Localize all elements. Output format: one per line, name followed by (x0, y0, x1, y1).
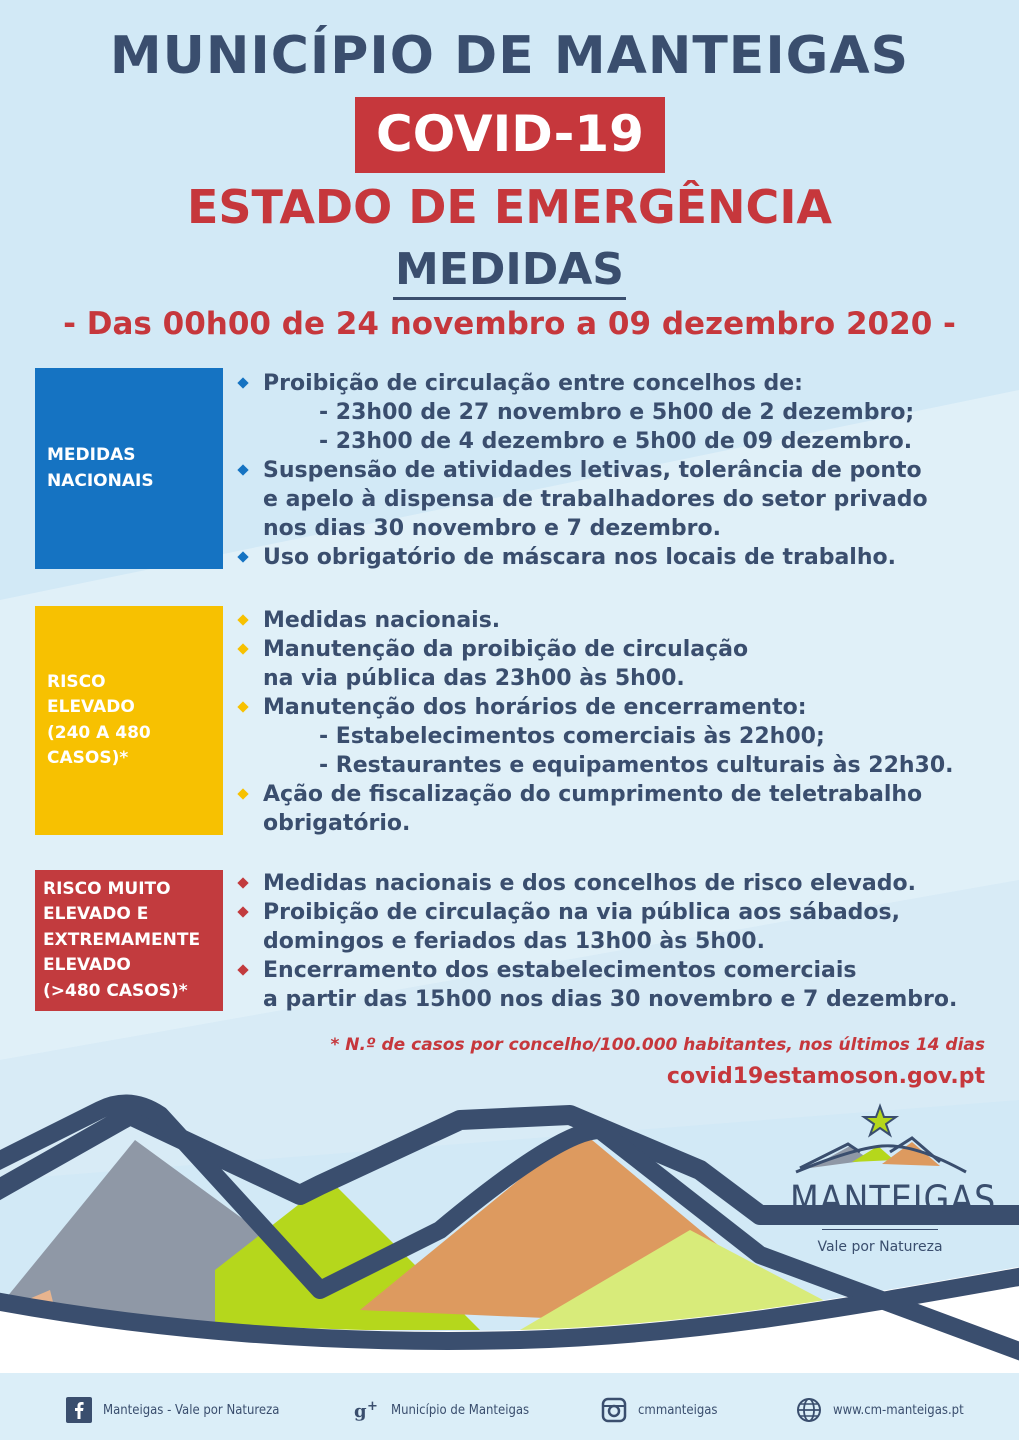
item-sub: - Estabelecimentos comerciais às 22h00; (319, 724, 825, 749)
googleplus-icon (353, 1396, 381, 1424)
item-line: nos dias 30 novembro e 7 dezembro. (263, 516, 721, 541)
list-item (237, 869, 1007, 898)
facebook-icon (65, 1396, 93, 1424)
diamond-bullet-icon (237, 464, 248, 475)
label-line: MEDIDAS (47, 445, 136, 465)
list-item (237, 606, 1007, 635)
instagram-label: cmmanteigas (638, 1402, 718, 1418)
diamond-bullet-icon (237, 788, 248, 799)
emergency-heading: ESTADO DE EMERGÊNCIA (186, 180, 833, 234)
item-line: a partir das 15h00 nos dias 30 novembro e 7 dezembro. (263, 987, 958, 1012)
measures-list-muito-elevado (237, 869, 1007, 1014)
label-line: RISCO (47, 671, 106, 692)
diamond-bullet-icon (237, 964, 248, 975)
diamond-bullet-icon (237, 551, 248, 562)
website-link[interactable]: covid19estamoson.gov.pt (666, 1064, 985, 1089)
item-text: Uso obrigatório de máscara nos locais de trabalho. (263, 545, 896, 570)
label-line: ELEVADO (47, 697, 135, 717)
logo-divider (822, 1229, 938, 1230)
label-line: CASOS)* (47, 748, 129, 768)
diamond-bullet-icon (237, 643, 248, 654)
globe-icon (795, 1396, 823, 1424)
googleplus-label: Município de Manteigas (391, 1402, 530, 1418)
measures-list-elevado (237, 606, 1007, 838)
list-item (237, 956, 1007, 1014)
instagram-icon (600, 1396, 628, 1424)
item-text: Manutenção dos horários de encerramento: (263, 695, 807, 720)
label-box-muito-elevado (35, 870, 223, 1011)
item-sub: - Restaurantes e equipamentos culturais às 22h30. (319, 753, 954, 778)
diamond-bullet-icon (237, 906, 248, 917)
item-text: Medidas nacionais e dos concelhos de risco elevado. (263, 871, 916, 896)
item-text: Encerramento dos estabelecimentos comerciais (263, 958, 857, 983)
list-item (237, 456, 1007, 543)
googleplus-link[interactable] (353, 1395, 529, 1425)
diamond-bullet-icon (237, 701, 248, 712)
label-line: EXTREMAMENTE (43, 929, 201, 950)
label-box-nacionais (35, 368, 223, 569)
list-item (237, 898, 1007, 956)
item-sub: - 23h00 de 4 dezembro e 5h00 de 09 dezembro. (319, 429, 913, 454)
logo-tagline: Vale por Natureza (817, 1239, 943, 1255)
item-text: Proibição de circulação entre concelhos de: (263, 371, 803, 396)
list-item (237, 543, 1007, 572)
item-text: Medidas nacionais. (263, 608, 501, 633)
item-line: domingos e feriados das 13h00 às 5h00. (263, 929, 765, 954)
facebook-label: Manteigas - Vale por Natureza (103, 1402, 280, 1418)
item-text: Ação de fiscalização do cumprimento de teletrabalho (263, 782, 923, 807)
label-box-elevado (35, 606, 223, 835)
list-item (237, 693, 1007, 780)
item-line: na via pública das 23h00 às 5h00. (263, 666, 685, 691)
instagram-link[interactable] (600, 1395, 718, 1425)
item-text: Suspensão de atividades letivas, tolerância de ponto (263, 458, 922, 483)
covid-banner-label: COVID-19 (376, 105, 644, 163)
list-item (237, 635, 1007, 693)
measures-heading (0, 244, 1019, 295)
item-line: e apelo à dispensa de trabalhadores do setor privado (263, 487, 928, 512)
diamond-bullet-icon (237, 614, 248, 625)
item-text: Manutenção da proibição de circulação (263, 637, 749, 662)
facebook-link[interactable] (65, 1395, 279, 1425)
page-title: MUNICÍPIO DE MANTEIGAS (109, 26, 910, 86)
diamond-bullet-icon (237, 877, 248, 888)
svg-text:+: + (367, 1399, 378, 1414)
measures-list-nacionais (237, 369, 1007, 572)
label-line: (240 A 480 (47, 722, 151, 743)
item-sub: - 23h00 de 27 novembro e 5h00 de 2 dezembro; (319, 400, 915, 425)
list-item (237, 780, 1007, 838)
footnote: * N.º de casos por concelho/100.000 habitantes, nos últimos 14 dias (330, 1035, 985, 1055)
label-line: ELEVADO (43, 955, 131, 976)
logo-name: MANTEIGAS (790, 1178, 997, 1221)
label-line: NACIONAIS (47, 470, 154, 491)
svg-text:g: g (354, 1401, 367, 1422)
label-line: ELEVADO E (43, 904, 149, 925)
item-line: obrigatório. (263, 811, 411, 836)
website-footer-label: www.cm-manteigas.pt (833, 1402, 964, 1418)
period-line: - Das 00h00 de 24 novembro a 09 dezembro 2020 - (63, 306, 956, 342)
label-line: (>480 CASOS)* (43, 980, 188, 1001)
item-text: Proibição de circulação na via pública aos sábados, (263, 900, 900, 925)
list-item (237, 369, 1007, 456)
label-line: RISCO MUITO (43, 878, 171, 899)
website-footer-link[interactable] (795, 1395, 964, 1425)
measures-heading-text: MEDIDAS (393, 244, 626, 300)
diamond-bullet-icon (237, 377, 248, 388)
